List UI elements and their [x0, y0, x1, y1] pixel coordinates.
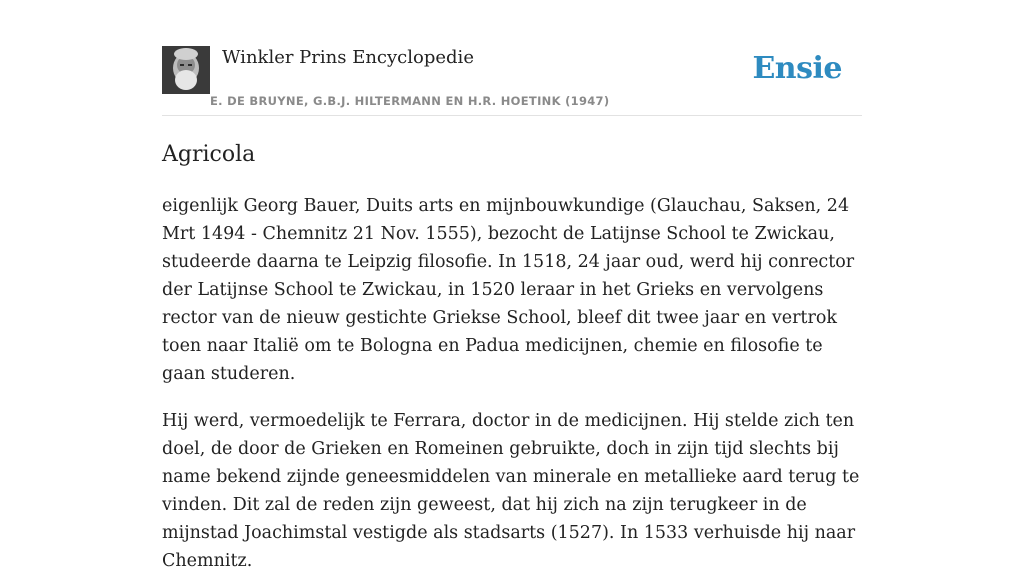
brand-logo[interactable]: Ensie — [752, 51, 842, 86]
portrait-icon — [162, 46, 210, 94]
source-title[interactable]: Winkler Prins Encyclopedie — [222, 47, 474, 68]
article-title: Agricola — [162, 142, 256, 167]
source-authors: E. DE BRUYNE, G.B.J. HILTERMANN EN H.R. HOETINK (1947) — [210, 94, 610, 108]
article-paragraph: eigenlijk Georg Bauer, Duits arts en mijnbouwkundige (Glauchau, Saksen, 24 Mrt 1494 - Chemnitz 21 Nov. 1555), bezocht de Latijnse School te Zwickau, studeerde daarna te Leipzig filosofie. In 1518, 24 jaar oud, werd hij conrector der Latijnse School te Zwickau, in 1520 leraar in het Grieks en vervolgens rector van de nieuw gestichte Griekse School, bleef dit twee jaar en vertrok toen naar Italië om te Bologna en Padua medicijnen, chemie en filosofie te gaan studeren. — [162, 196, 855, 384]
article — [162, 140, 862, 575]
article-paragraph: Hij werd, vermoedelijk te Ferrara, doctor in de medicijnen. Hij stelde zich ten doel, de door de Grieken en Romeinen gebruikte, doch in zijn tijd slechts bij name bekend zijnde geneesmiddelen van minerale en metallieke aard terug te vinden. Dit zal de reden zijn geweest, dat hij zich na zijn terugkeer in de mijnstad Joachimstal vestigde als stadsarts (1527). In 1533 verhuisde hij naar Chemnitz. — [162, 411, 860, 571]
source-header — [162, 46, 862, 116]
author-portrait-avatar[interactable] — [162, 46, 210, 94]
